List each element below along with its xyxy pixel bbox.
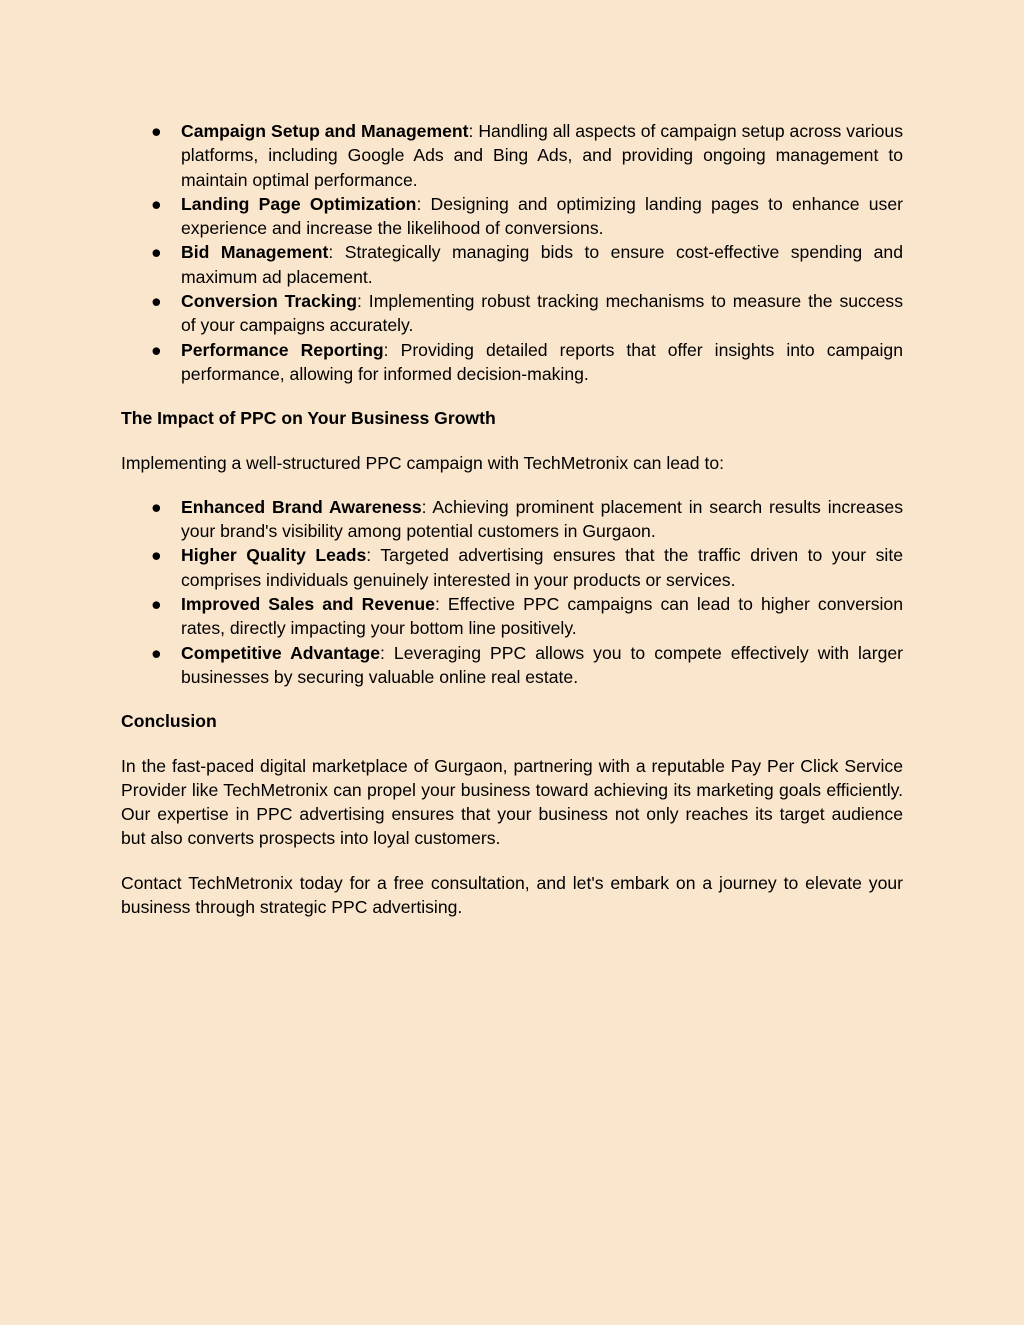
- bullet-icon: ●: [151, 642, 162, 663]
- list-item: [121, 641, 903, 690]
- bullet-icon: ●: [151, 496, 162, 517]
- impact-list: [121, 495, 903, 689]
- list-item-text: : Effective PPC campaigns can lead to higher conversion rates, directly impacting your bottom line positively.: [181, 594, 903, 639]
- list-item-term: Higher Quality Leads: [181, 545, 367, 566]
- document-content: [121, 119, 903, 919]
- conclusion-heading: Conclusion: [121, 711, 217, 732]
- bullet-icon: ●: [151, 291, 162, 312]
- list-item: [121, 192, 903, 241]
- list-item-text: : Leveraging PPC allows you to compete effectively with larger businesses by securing valuable online real estate.: [181, 642, 903, 687]
- list-item: [121, 289, 903, 338]
- list-item-term: Competitive Advantage: [181, 642, 381, 663]
- bullet-icon: ●: [151, 594, 162, 615]
- list-item-term: Campaign Setup and Management: [181, 121, 469, 141]
- list-item-text: : Handling all aspects of campaign setup across various platforms, including Google Ads and Bing Ads, and providing ongoing management to maintain optimal performance.: [181, 121, 903, 190]
- list-item-term: Conversion Tracking: [181, 291, 358, 312]
- bullet-icon: ●: [151, 545, 162, 566]
- list-item-term: Enhanced Brand Awareness: [181, 496, 422, 517]
- conclusion-paragraph: In the fast-paced digital marketplace of Gurgaon, partnering with a reputable Pay Per Click Service Provider like TechMetronix can propel your business toward achieving its marketing goals efficiently. Our expertise in PPC advertising ensures that your business not only reaches its target audience but also converts prospects into loyal customers.: [121, 755, 903, 849]
- bullet-icon: ●: [151, 339, 162, 360]
- list-item-term: Bid Management: [181, 242, 329, 263]
- bullet-icon: ●: [151, 121, 162, 141]
- bullet-icon: ●: [151, 193, 162, 214]
- bullet-icon: ●: [151, 242, 162, 263]
- list-item: [121, 543, 903, 592]
- list-item-text: : Strategically managing bids to ensure cost-effective spending and maximum ad placement.: [181, 242, 903, 287]
- list-item: [121, 338, 903, 387]
- impact-heading: The Impact of PPC on Your Business Growth: [121, 408, 496, 429]
- list-item-text: : Targeted advertising ensures that the traffic driven to your site comprises individuals genuinely interested in your products or services.: [181, 545, 904, 590]
- list-item-term: Performance Reporting: [181, 339, 384, 360]
- list-item: [121, 119, 903, 192]
- list-item: [121, 592, 903, 641]
- list-item-term: Landing Page Optimization: [181, 193, 417, 214]
- impact-intro: Implementing a well-structured PPC campaign with TechMetronix can lead to:: [121, 452, 725, 473]
- list-item-text: : Providing detailed reports that offer insights into campaign performance, allowing for informed decision-making.: [181, 339, 904, 384]
- list-item: [121, 240, 903, 289]
- list-item-text: : Implementing robust tracking mechanisms to measure the success of your campaigns accurately.: [181, 291, 903, 336]
- services-list: [121, 119, 903, 386]
- contact-paragraph: Contact TechMetronix today for a free consultation, and let's embark on a journey to elevate your business through strategic PPC advertising.: [121, 872, 903, 918]
- list-item-text: : Designing and optimizing landing pages to enhance user experience and increase the likelihood of conversions.: [181, 193, 903, 239]
- list-item-term: Improved Sales and Revenue: [181, 594, 435, 615]
- list-item: [121, 495, 903, 544]
- list-item-text: : Achieving prominent placement in search results increases your brand's visibility among potential customers in Gurgaon.: [181, 496, 903, 542]
